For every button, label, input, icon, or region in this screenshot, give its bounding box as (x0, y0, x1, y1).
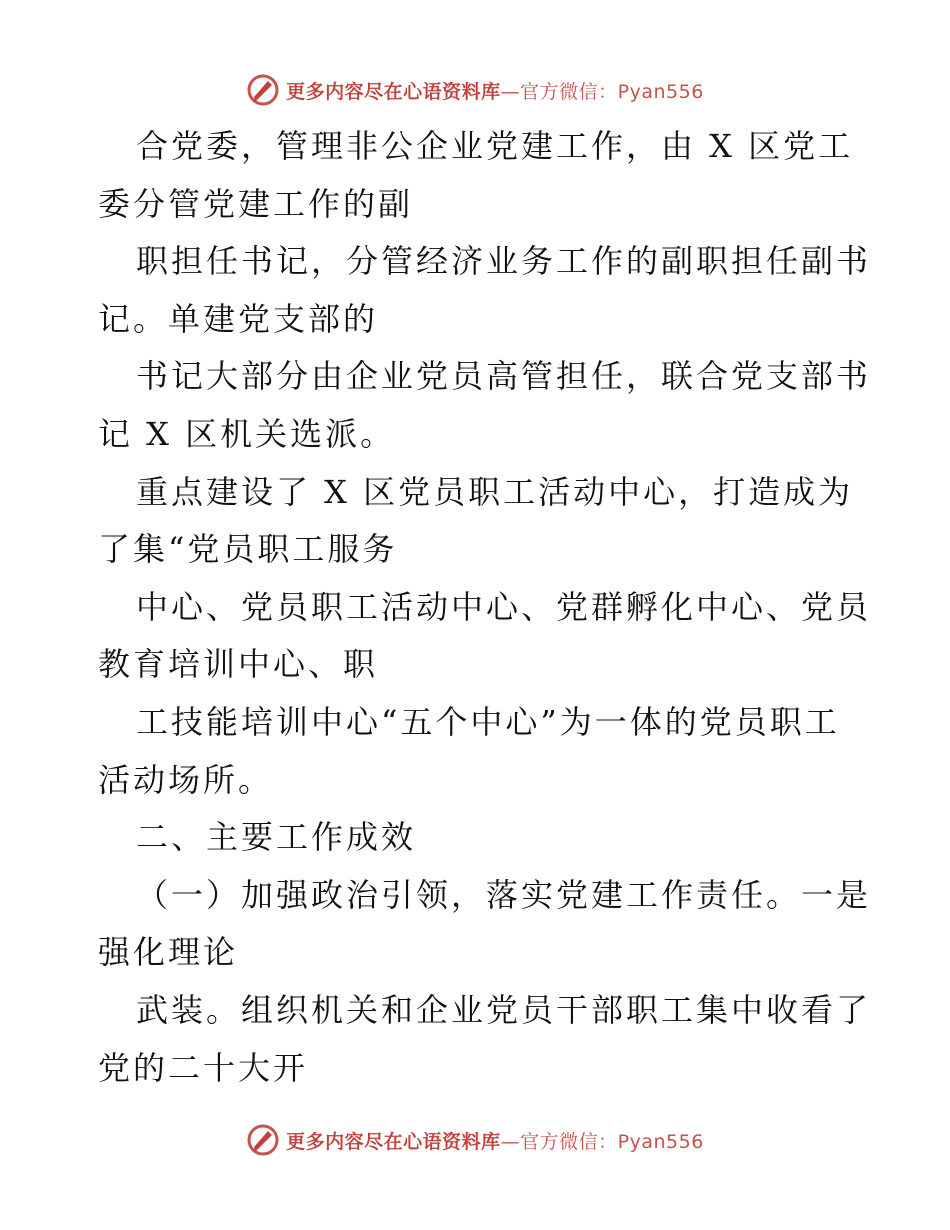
watermark-strong: 更多内容尽在心语资料库 (286, 80, 501, 103)
header-watermark (0, 70, 950, 110)
text-line: 强化理论 (98, 933, 239, 972)
watermark-strong: 更多内容尽在心语资料库 (286, 1130, 501, 1153)
text-line: 重点建设了 X 区党员职工活动中心，打造成为 (136, 472, 854, 511)
brand-logo-icon (246, 1123, 280, 1157)
watermark-text (286, 1127, 704, 1154)
text-line: 了集“党员职工服务 (98, 530, 398, 569)
watermark-rest: —官方微信：Pyan556 (500, 80, 704, 103)
text-line: 记。单建党支部的 (98, 299, 379, 338)
text-line: 职担任书记，分管经济业务工作的副职担任副书 (136, 242, 872, 281)
document-body (98, 118, 872, 1097)
text-line: 二、主要工作成效 (136, 818, 417, 857)
text-line: 武装。组织机关和企业党员干部职工集中收看了 (136, 990, 872, 1029)
text-line: 中心、党员职工活动中心、党群孵化中心、党员 (136, 587, 872, 626)
brand-logo-icon (246, 73, 280, 107)
text-line: 工技能培训中心“五个中心”为一体的党员职工 (136, 702, 840, 741)
watermark-text (286, 77, 704, 104)
footer-watermark (0, 1120, 950, 1160)
text-line: （一）加强政治引领，落实党建工作责任。一是 (136, 875, 872, 914)
text-line: 书记大部分由企业党员高管担任，联合党支部书 (136, 357, 872, 396)
text-line: 委分管党建工作的副 (98, 184, 414, 223)
text-line: 合党委，管理非公企业党建工作，由 X 区党工 (136, 127, 854, 165)
watermark-rest: —官方微信：Pyan556 (500, 1130, 704, 1153)
text-line: 记 X 区机关选派。 (98, 414, 396, 453)
text-line: 活动场所。 (98, 760, 274, 799)
text-line: 党的二十大开 (98, 1048, 309, 1087)
text-line: 教育培训中心、职 (98, 645, 379, 684)
